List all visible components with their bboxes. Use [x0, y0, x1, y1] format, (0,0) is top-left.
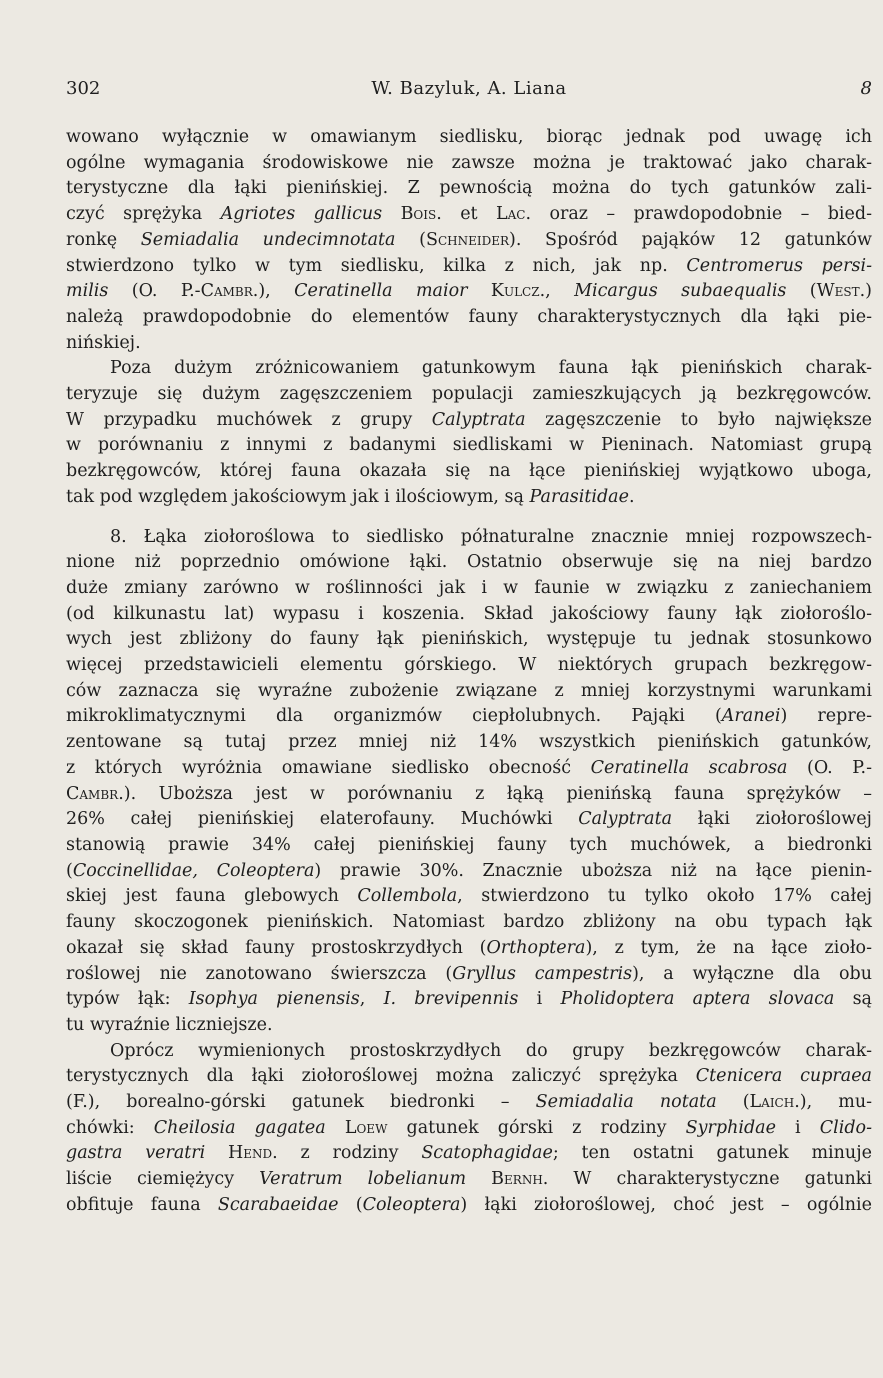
species-name: milis	[66, 281, 109, 302]
line: liście ciemiężycy Veratrum lobelianum Bernh. W charakterystyczne gatunki	[66, 1169, 873, 1190]
species-name: gastra veratri	[66, 1143, 206, 1164]
line: typów łąk: Isophya pienensis, I. brevipennis i Pholidoptera aptera slovaca są	[66, 989, 872, 1010]
line: Poza dużym zróżnicowaniem gatunkowym fauna łąk pienińskich charak-	[110, 358, 872, 379]
line: chówki: Cheilosia gagatea Loew gatunek górski z rodziny Syrphidae i Clido-	[66, 1117, 872, 1138]
line: ronkę Semiadalia undecimnotata (Schneider). Spośród pająków 12 gatunków	[66, 229, 872, 250]
line: (F.), borealno-górski gatunek biedronki – Semiadalia notata (Laich.), mu-	[66, 1092, 873, 1113]
species-name: Pholidoptera aptera slovaca	[560, 989, 835, 1010]
paragraph-continuation	[66, 125, 872, 356]
line: wych jest zbliżony do fauny łąk pienińskich, występuje tu jednak stosunkowo	[66, 629, 872, 650]
line: nińskiej.	[66, 332, 141, 353]
taxon-name: Coleoptera	[362, 1194, 461, 1215]
taxon-name: Scarabaeidae	[217, 1194, 339, 1215]
author-name: Bois.	[400, 204, 442, 225]
paragraph	[66, 356, 872, 510]
line: okazał się skład fauny prostoskrzydłych (Orthoptera), z tym, że na łące zioło-	[66, 937, 872, 958]
author-name: Loew	[344, 1117, 388, 1138]
line: ców zaznacza się wyraźne zubożenie związane z mniej korzystnymi warunkami	[66, 680, 872, 701]
line: czyć sprężyka Agriotes gallicus Bois. et Lac. oraz – prawdopodobnie – bied-	[66, 204, 872, 225]
line: bezkręgowców, której fauna okazała się na łące pienińskiej wyjątkowo uboga,	[66, 461, 872, 482]
line: wowano wyłącznie w omawianym siedlisku, biorąc jednak pod uwagę ich	[66, 127, 872, 147]
author-name: Laich.	[749, 1092, 800, 1113]
line: roślowej nie zanotowano świerszcza (Gryllus campestris), a wyłączne dla obu	[66, 963, 872, 984]
paragraph-section-8	[66, 525, 872, 1039]
author-name: Bernh.	[491, 1169, 549, 1190]
taxon-name: Orthoptera	[486, 937, 586, 958]
line: terystycznych dla łąki ziołoroślowej można zaliczyć sprężyka Ctenicera cupraea	[66, 1066, 872, 1087]
author-name: Cambr.	[66, 783, 124, 804]
line: tak pod względem jakościowym jak i ilościowym, są Parasitidae.	[66, 486, 635, 507]
line: należą prawdopodobnie do elementów fauny charakterystycznych dla łąki pie-	[66, 306, 872, 327]
line: Oprócz wymienionych prostoskrzydłych do grupy bezkręgowców charak-	[110, 1040, 872, 1061]
taxon-name: Scatophagidae	[421, 1143, 553, 1164]
taxon-name: Collembola	[357, 886, 458, 907]
line: więcej przedstawicieli elementu górskiego. W niektórych grupach bezkręgow-	[66, 655, 872, 676]
body-text	[66, 125, 872, 1219]
line: gastra veratri Hend. z rodziny Scatophagidae; ten ostatni gatunek minuje	[66, 1143, 872, 1164]
author-name: Hend.	[228, 1143, 278, 1164]
paragraph	[66, 1039, 872, 1219]
line: 26% całej pienińskiej elaterofauny. Muchówki Calyptrata łąki ziołoroślowej	[66, 809, 872, 830]
line: (od kilkunastu lat) wypasu i koszenia. Skład jakościowy fauny łąk ziołoroślo-	[66, 603, 872, 624]
line: mikroklimatycznymi dla organizmów ciepłolubnych. Pająki (Aranei) repre-	[66, 706, 872, 727]
running-header	[66, 76, 872, 102]
species-name: Semiadalia notata	[535, 1092, 717, 1113]
species-name: Ceratinella scabrosa	[590, 757, 788, 778]
line: w porównaniu z innymi z badanymi siedliskami w Pieninach. Natomiast grupą	[66, 435, 872, 456]
species-name: Centromerus persi-	[686, 255, 872, 276]
taxon-name: Syrphidae	[685, 1117, 776, 1138]
line: (Coccinellidae, Coleoptera) prawie 30%. Znacznie uboższa niż na łące pienin-	[66, 860, 873, 881]
line: ogólne wymagania środowiskowe nie zawsze można je traktować jako charak-	[66, 152, 872, 173]
author-name: Lac.	[496, 204, 532, 225]
species-name: Veratrum lobelianum	[259, 1169, 467, 1190]
species-name: Semiadalia undecimnotata	[140, 229, 396, 250]
running-head-authors: W. Bazyluk, A. Liana	[371, 78, 567, 99]
species-name: Cheilosia gagatea	[153, 1117, 326, 1138]
line: obfituje fauna Scarabaeidae (Coleoptera) łąki ziołoroślowej, choć jest – ogólnie	[66, 1194, 873, 1215]
line: W przypadku muchówek z grupy Calyptrata zagęszczenie to było największe	[66, 409, 873, 430]
line: stanowią prawie 34% całej pienińskiej fauny tych muchówek, a biedronki	[66, 834, 872, 855]
taxon-name: Coccinellidae, Coleoptera	[72, 860, 315, 881]
species-name: Micargus subaequalis	[574, 281, 787, 302]
species-name: Gryllus campestris	[452, 963, 633, 984]
line: duże zmiany zarówno w roślinności jak i w faunie w związku z zaniechaniem	[66, 577, 872, 598]
line: zentowane są tutaj przez mniej niż 14% wszystkich pienińskich gatunków,	[66, 732, 872, 753]
taxon-name: Parasitidae	[529, 486, 629, 507]
line: teryzuje się dużym zagęszczeniem populacji zamieszkujących ją bezkręgowców.	[66, 384, 872, 405]
line: terystyczne dla łąki pienińskiej. Z pewnością można do tych gatunków zali-	[66, 178, 872, 199]
line: Cambr.). Uboższa jest w porównaniu z łąką pienińską fauna sprężyków –	[66, 783, 872, 804]
author-name: West.	[816, 281, 866, 302]
line: fauny skoczogonek pienińskich. Natomiast bardzo zbliżony na obu typach łąk	[66, 912, 872, 933]
line: 8. Łąka ziołoroślowa to siedlisko półnaturalne znacznie mniej rozpowszech-	[110, 526, 872, 547]
page-number: 302	[66, 78, 101, 99]
species-name: Clido-	[819, 1117, 872, 1138]
taxon-name: Aranei	[721, 706, 781, 727]
species-name: I. brevipennis	[383, 989, 519, 1010]
line: stwierdzono tylko w tym siedlisku, kilka z nich, jak np. Centromerus persi-	[66, 255, 872, 276]
line: nione niż poprzednio omówione łąki. Ostatnio obserwuje się na niej bardzo	[66, 552, 872, 573]
line: tu wyraźnie liczniejsze.	[66, 1014, 273, 1035]
species-name: Agriotes gallicus	[220, 204, 383, 225]
author-name: Schneider	[425, 229, 510, 250]
taxon-name: Calyptrata	[431, 409, 526, 430]
taxon-name: Calyptrata	[578, 809, 673, 830]
line: z których wyróżnia omawiane siedlisko obecność Ceratinella scabrosa (O. P.-	[66, 757, 872, 778]
author-name: Cambr.	[200, 281, 259, 302]
section-number: 8	[860, 78, 872, 99]
line: skiej jest fauna glebowych Collembola, stwierdzono tu tylko około 17% całej	[66, 886, 873, 907]
species-name: Ctenicera cupraea	[695, 1066, 872, 1087]
species-name: Ceratinella maior	[294, 281, 468, 302]
species-name: Isophya pienensis	[188, 989, 360, 1010]
line: milis (O. P.-Cambr.), Ceratinella maior Kulcz., Micargus subaequalis (West.)	[66, 281, 872, 302]
author-name: Kulcz.	[490, 281, 546, 302]
